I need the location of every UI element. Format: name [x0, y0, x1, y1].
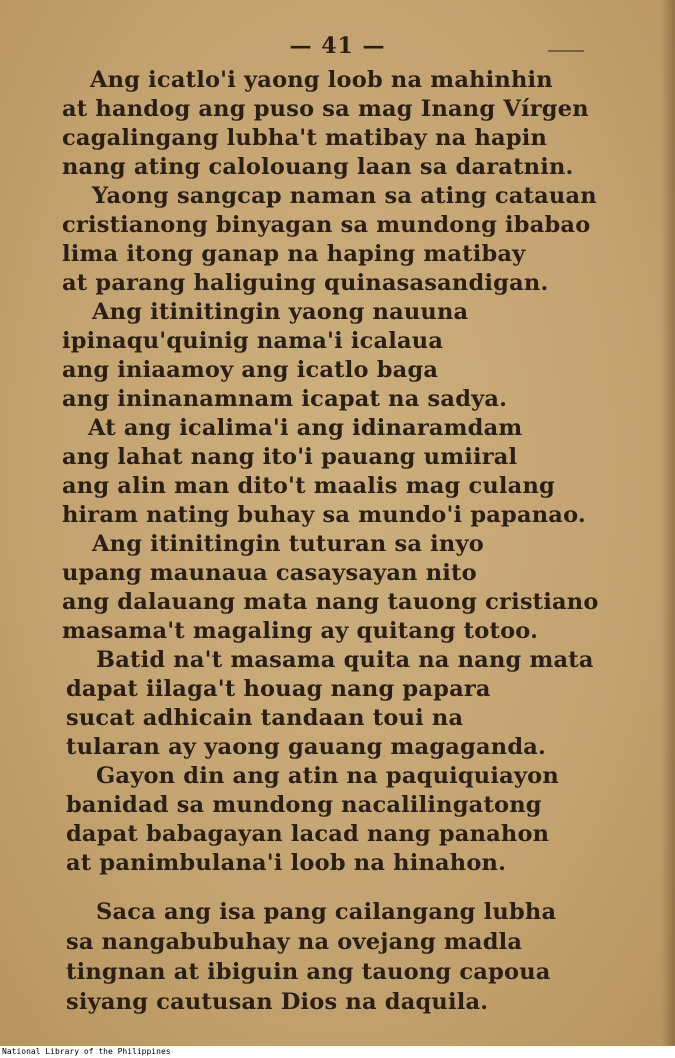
- verse-line: dapat babagayan lacad nang panahon: [66, 821, 550, 847]
- verse-line: hiram nating buhay sa mundo'i papanao.: [62, 502, 586, 528]
- verse-line: siyang cautusan Dios na daquila.: [66, 989, 489, 1015]
- verse-line: cristianong binyagan sa mundong ibabao: [62, 212, 591, 238]
- verse-line: Yaong sangcap naman sa ating catauan: [92, 183, 597, 209]
- verse-line: Ang icatlo'i yaong loob na mahinhin: [90, 67, 553, 93]
- verse-line: upang maunaua casaysayan nito: [62, 560, 477, 586]
- verse-line: ang lahat nang ito'i pauang umiiral: [62, 444, 518, 470]
- verse-line: ang ininanamnam icapat na sadya.: [62, 386, 508, 412]
- header-rule: [548, 50, 584, 52]
- page-number: — 41 —: [289, 33, 386, 59]
- verse-line: banidad sa mundong nacalilingatong: [66, 792, 542, 818]
- page-edge-shadow: [661, 0, 675, 1046]
- verse-line: ang dalauang mata nang tauong cristiano: [62, 589, 599, 615]
- verse-line: tularan ay yaong gauang magaganda.: [66, 734, 547, 760]
- verse-line: ipinaqu'quinig nama'i icalaua: [62, 328, 444, 354]
- verse-line: tingnan at ibiguin ang tauong capoua: [66, 959, 551, 985]
- verse-line: Saca ang isa pang cailangang lubha: [96, 899, 557, 925]
- verse-line: At ang icalima'i ang idinaramdam: [88, 415, 523, 441]
- verse-line: masama't magaling ay quitang totoo.: [62, 618, 539, 644]
- verse-line: Ang itinitingin tuturan sa inyo: [92, 531, 484, 557]
- verse-line: at handog ang puso sa mag Inang Vírgen: [62, 96, 589, 122]
- footer-bar: [0, 1046, 675, 1058]
- verse-line: cagalingang lubha't matibay na hapin: [62, 125, 548, 151]
- library-credit: National Library of the Philippines: [2, 1047, 171, 1056]
- verse-line: at panimbulana'i loob na hinahon.: [66, 850, 507, 876]
- verse-line: dapat iilaga't houag nang papara: [66, 676, 491, 702]
- verse-line: Batid na't masama quita na nang mata: [96, 647, 594, 673]
- verse-line: sucat adhicain tandaan toui na: [66, 705, 464, 731]
- verse-line: at parang haliguing quinasasandigan.: [62, 270, 549, 296]
- verse-line: ang alin man dito't maalis mag culang: [62, 473, 555, 499]
- verse-line: nang ating calolouang laan sa daratnin.: [62, 154, 574, 180]
- verse-line: lima itong ganap na haping matibay: [62, 241, 526, 267]
- verse-line: ang iniaamoy ang icatlo baga: [62, 357, 439, 383]
- verse-line: Ang itinitingin yaong nauuna: [92, 299, 469, 325]
- verse-line: sa nangabubuhay na ovejang madla: [66, 929, 523, 955]
- verse-line: Gayon din ang atin na paquiquiayon: [96, 763, 559, 789]
